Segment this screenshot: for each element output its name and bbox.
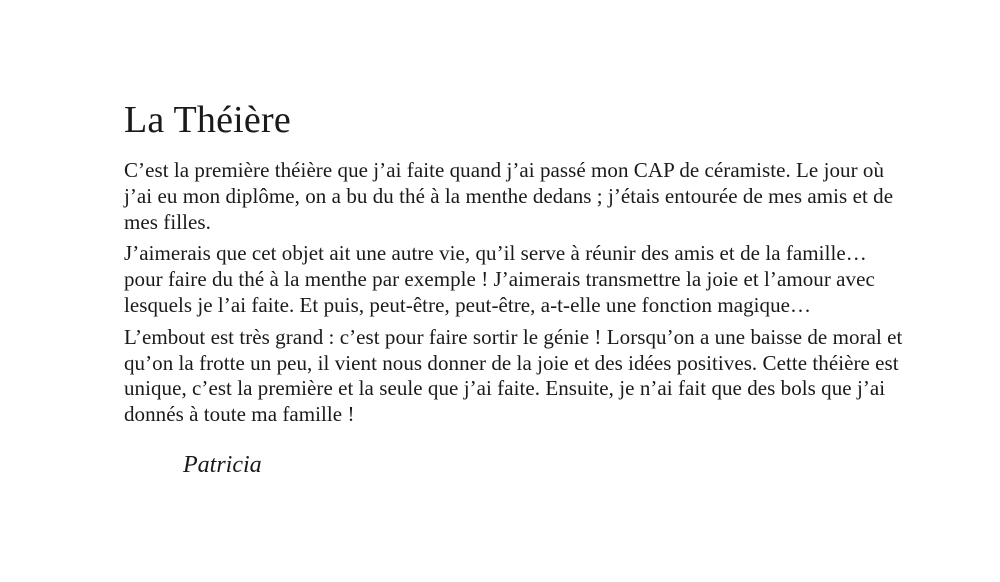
document-title: La Théière: [124, 99, 291, 141]
signature: Patricia: [183, 451, 262, 478]
paragraph-2: J’aimerais que cet objet ait une autre vie, qu’il serve à réunir des amis et de la famille… pour faire du thé à la menthe par exemple ! J’aimerais transmettre la joie et l’amour avec lesquels je l’ai faite. Et puis, peut-être, peut-être, a-t-elle une fonction magique…: [124, 241, 875, 317]
document-page: [124, 96, 904, 480]
paragraph-1: C’est la première théière que j’ai faite quand j’ai passé mon CAP de céramiste. Le jour où j’ai eu mon diplôme, on a bu du thé à la menthe dedans ; j’étais entourée de mes amis et de mes filles.: [124, 158, 894, 234]
paragraph-3: L’embout est très grand : c’est pour faire sortir le génie ! Lorsqu’on a une baisse de moral et qu’on la frotte un peu, il vient nous donner de la joie et des idées positives. Cette théière est unique, c’est la première et la seule que j’ai faite. Ensuite, je n’ai fait que des bols que j’ai donnés à toute ma famille !: [124, 324, 903, 427]
